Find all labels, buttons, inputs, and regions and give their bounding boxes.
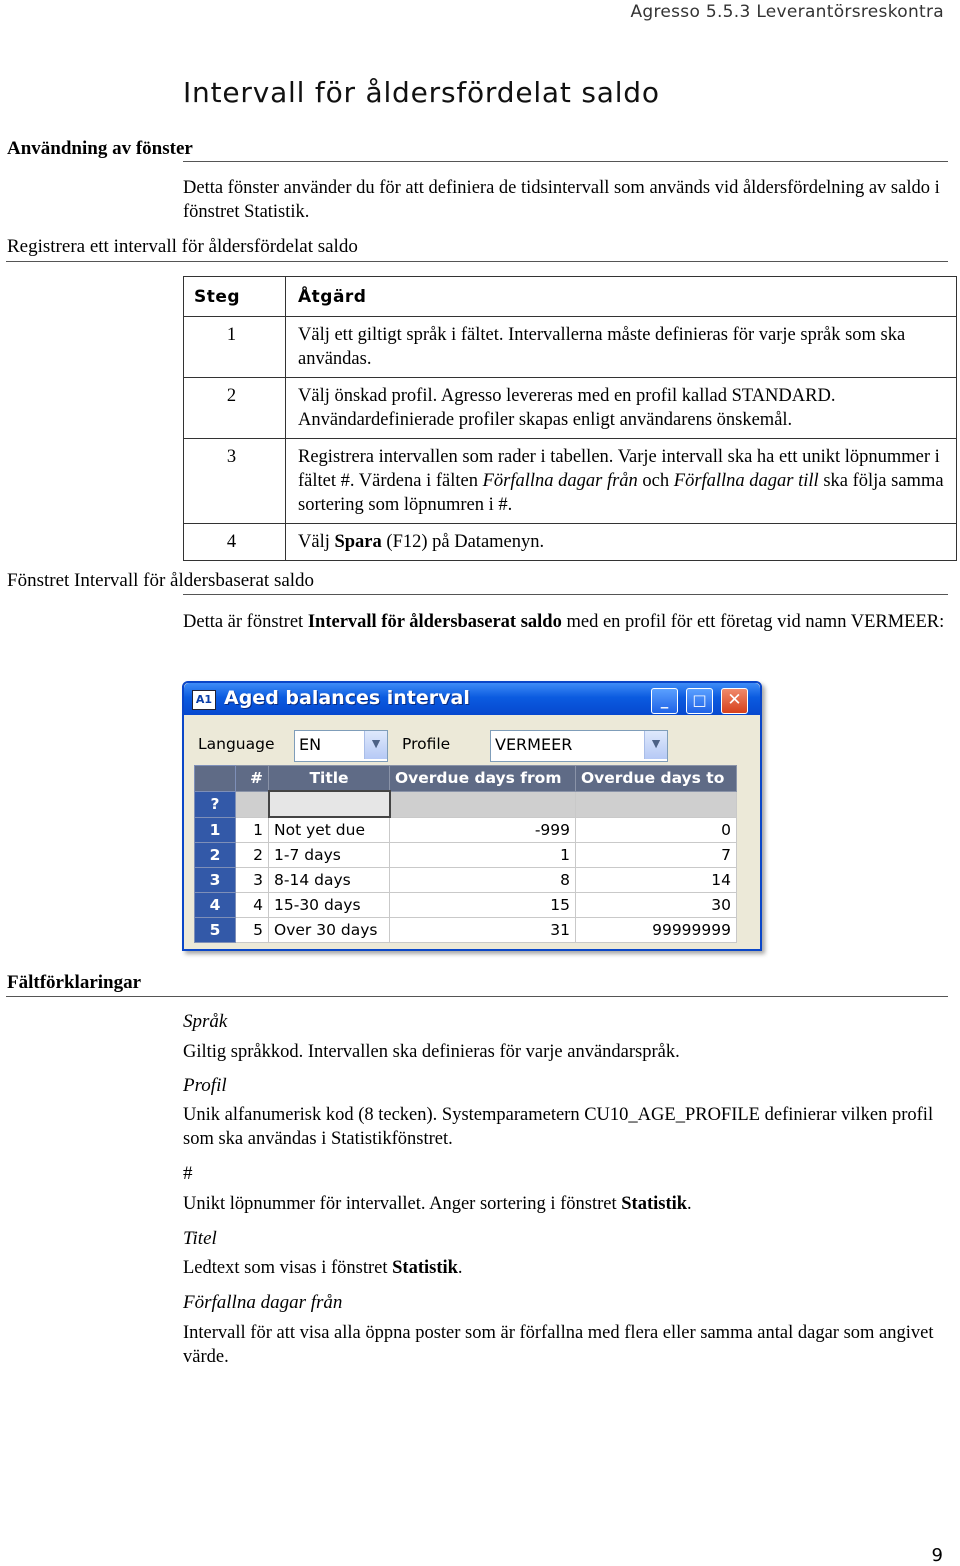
chevron-down-icon[interactable]: ▼ xyxy=(364,731,387,759)
description-part: Ledtext som visas i fönstret xyxy=(183,1258,393,1278)
window-titlebar[interactable] xyxy=(184,683,760,715)
cell-overdue-to[interactable]: 14 xyxy=(576,868,737,893)
cell-overdue-to[interactable]: 7 xyxy=(576,843,737,868)
aged-balances-window xyxy=(182,681,762,951)
cell-title[interactable]: 15-30 days xyxy=(269,893,390,918)
minimize-icon[interactable]: _ xyxy=(651,688,678,714)
field-description: Giltig språkkod. Intervallen ska definieras för varje användarspråk. xyxy=(183,1042,680,1062)
step-text-part: (F12) på Datamenyn. xyxy=(381,532,545,552)
cell-number[interactable]: 3 xyxy=(236,868,269,893)
table-row[interactable] xyxy=(195,843,737,868)
cell-overdue-from[interactable]: -999 xyxy=(390,817,576,843)
close-icon[interactable]: ✕ xyxy=(721,688,748,714)
step-text: Välj ett giltigt språk i fältet. Intervallerna måste definieras för varje språk som ska användas. xyxy=(286,317,957,378)
field-term: Titel xyxy=(183,1228,217,1249)
table-row[interactable] xyxy=(195,817,737,843)
window-name: Intervall för åldersbaserat saldo xyxy=(307,612,562,632)
column-header-overdue-to[interactable]: Overdue days to xyxy=(576,766,737,792)
row-header: 3 xyxy=(195,868,236,893)
section-label-register: Registrera ett intervall för åldersfördelat saldo xyxy=(7,236,358,257)
field-term: Profil xyxy=(183,1075,227,1096)
profile-select[interactable] xyxy=(490,730,668,762)
step-row xyxy=(184,524,957,561)
column-header-title[interactable]: Title xyxy=(269,766,390,792)
new-row[interactable] xyxy=(195,791,737,817)
section-label-fields: Fältförklaringar xyxy=(7,972,142,993)
language-label: Language xyxy=(198,735,275,753)
app-icon: A1 xyxy=(192,690,216,710)
row-header: 4 xyxy=(195,893,236,918)
section-divider xyxy=(183,161,948,162)
window-intro xyxy=(183,610,953,634)
section-label-usage: Användning av fönster xyxy=(7,138,193,159)
command-ref: Spara xyxy=(334,532,382,552)
section-divider xyxy=(6,996,948,997)
profile-value: VERMEER xyxy=(495,735,573,754)
cell-title[interactable]: Over 30 days xyxy=(269,918,390,943)
step-text xyxy=(286,439,957,524)
table-row[interactable] xyxy=(195,918,737,943)
cell-title[interactable]: Not yet due xyxy=(269,817,390,843)
new-row-marker: ? xyxy=(195,791,236,817)
section-label-window: Fönstret Intervall för åldersbaserat saldo xyxy=(7,570,315,591)
cell-number[interactable]: 5 xyxy=(236,918,269,943)
usage-text: Detta fönster använder du för att definiera de tidsintervall som används vid åldersfördelning av saldo i fönstret Statistik. xyxy=(183,178,940,222)
window-ref: Statistik xyxy=(392,1258,458,1278)
window-ref: Statistik xyxy=(621,1194,688,1214)
cell-number[interactable]: 1 xyxy=(236,817,269,843)
step-text-part: Registrera intervallen som rader i tabellen. Varje intervall ska ha ett unikt löpnummer i fältet #. Värdena i fälten xyxy=(298,447,940,491)
language-select[interactable] xyxy=(294,730,388,762)
running-header: Agresso 5.5.3 Leverantörsreskontra xyxy=(630,2,944,22)
cell-overdue-from[interactable]: 15 xyxy=(390,893,576,918)
step-text: Välj önskad profil. Agresso levereras med en profil kallad STANDARD. Användardefinierade profiler skapas enligt användarens önskemål. xyxy=(286,378,957,439)
row-header: 2 xyxy=(195,843,236,868)
chevron-down-icon[interactable]: ▼ xyxy=(644,731,667,759)
cell-overdue-from[interactable]: 31 xyxy=(390,918,576,943)
field-description: Unik alfanumerisk kod (8 tecken). Systemparametern CU10_AGE_PROFILE definierar vilken profil som ska användas i Statistikfönstret. xyxy=(183,1105,934,1149)
step-text-part: och xyxy=(637,471,674,491)
step-row xyxy=(184,317,957,378)
step-row xyxy=(184,378,957,439)
row-header: 5 xyxy=(195,918,236,943)
section-divider xyxy=(183,594,948,595)
cell[interactable] xyxy=(390,791,576,817)
maximize-icon[interactable]: □ xyxy=(686,688,713,714)
steps-header-step: Steg xyxy=(184,277,286,317)
field-term: Språk xyxy=(183,1011,228,1032)
cell[interactable] xyxy=(236,791,269,817)
cell-overdue-to[interactable]: 0 xyxy=(576,817,737,843)
window-title: Aged balances interval xyxy=(224,687,470,709)
step-number: 1 xyxy=(184,317,286,378)
cell-overdue-to[interactable]: 30 xyxy=(576,893,737,918)
cell-overdue-from[interactable]: 8 xyxy=(390,868,576,893)
intro-part: med en profil för ett företag vid namn VERMEER: xyxy=(561,612,945,632)
step-number: 3 xyxy=(184,439,286,524)
steps-table xyxy=(183,276,957,561)
step-text-part: Välj xyxy=(298,532,335,552)
field-description xyxy=(183,1192,943,1216)
cell[interactable] xyxy=(576,791,737,817)
column-header-overdue-from[interactable]: Overdue days from xyxy=(390,766,576,792)
intro-part: Detta är fönstret xyxy=(183,612,308,632)
description-part: . xyxy=(457,1258,463,1278)
field-description: Intervall för att visa alla öppna poster som är förfallna med flera eller samma antal dagar som angivet värde. xyxy=(183,1323,934,1367)
page-title: Intervall för åldersfördelat saldo xyxy=(183,76,660,109)
page-number: 9 xyxy=(931,1545,943,1566)
cell[interactable] xyxy=(269,791,390,817)
description-part: Unikt löpnummer för intervallet. Anger sortering i fönstret xyxy=(183,1194,622,1214)
profile-label: Profile xyxy=(402,735,451,753)
cell-overdue-to[interactable]: 99999999 xyxy=(576,918,737,943)
language-value: EN xyxy=(299,735,322,754)
cell-title[interactable]: 8-14 days xyxy=(269,868,390,893)
description-part: . xyxy=(687,1194,692,1214)
step-number: 2 xyxy=(184,378,286,439)
table-row[interactable] xyxy=(195,868,737,893)
step-text xyxy=(286,524,957,561)
grid-corner xyxy=(195,766,236,792)
row-header: 1 xyxy=(195,817,236,843)
section-divider xyxy=(6,261,948,262)
field-term: # xyxy=(183,1163,193,1184)
field-ref: Förfallna dagar till xyxy=(673,471,819,491)
steps-header-action: Åtgärd xyxy=(286,277,957,317)
table-row[interactable] xyxy=(195,893,737,918)
cell-overdue-from[interactable]: 1 xyxy=(390,843,576,868)
step-text-part: ska följa samma sortering som löpnumren i #. xyxy=(298,471,944,515)
step-number: 4 xyxy=(184,524,286,561)
field-description xyxy=(183,1256,943,1280)
cell-number[interactable]: 2 xyxy=(236,843,269,868)
cell-title[interactable]: 1-7 days xyxy=(269,843,390,868)
field-term: Förfallna dagar från xyxy=(183,1292,343,1313)
column-header-number[interactable]: # xyxy=(236,766,269,792)
cell-number[interactable]: 4 xyxy=(236,893,269,918)
step-row xyxy=(184,439,957,524)
interval-grid xyxy=(194,765,737,943)
field-ref: Förfallna dagar från xyxy=(482,471,638,491)
